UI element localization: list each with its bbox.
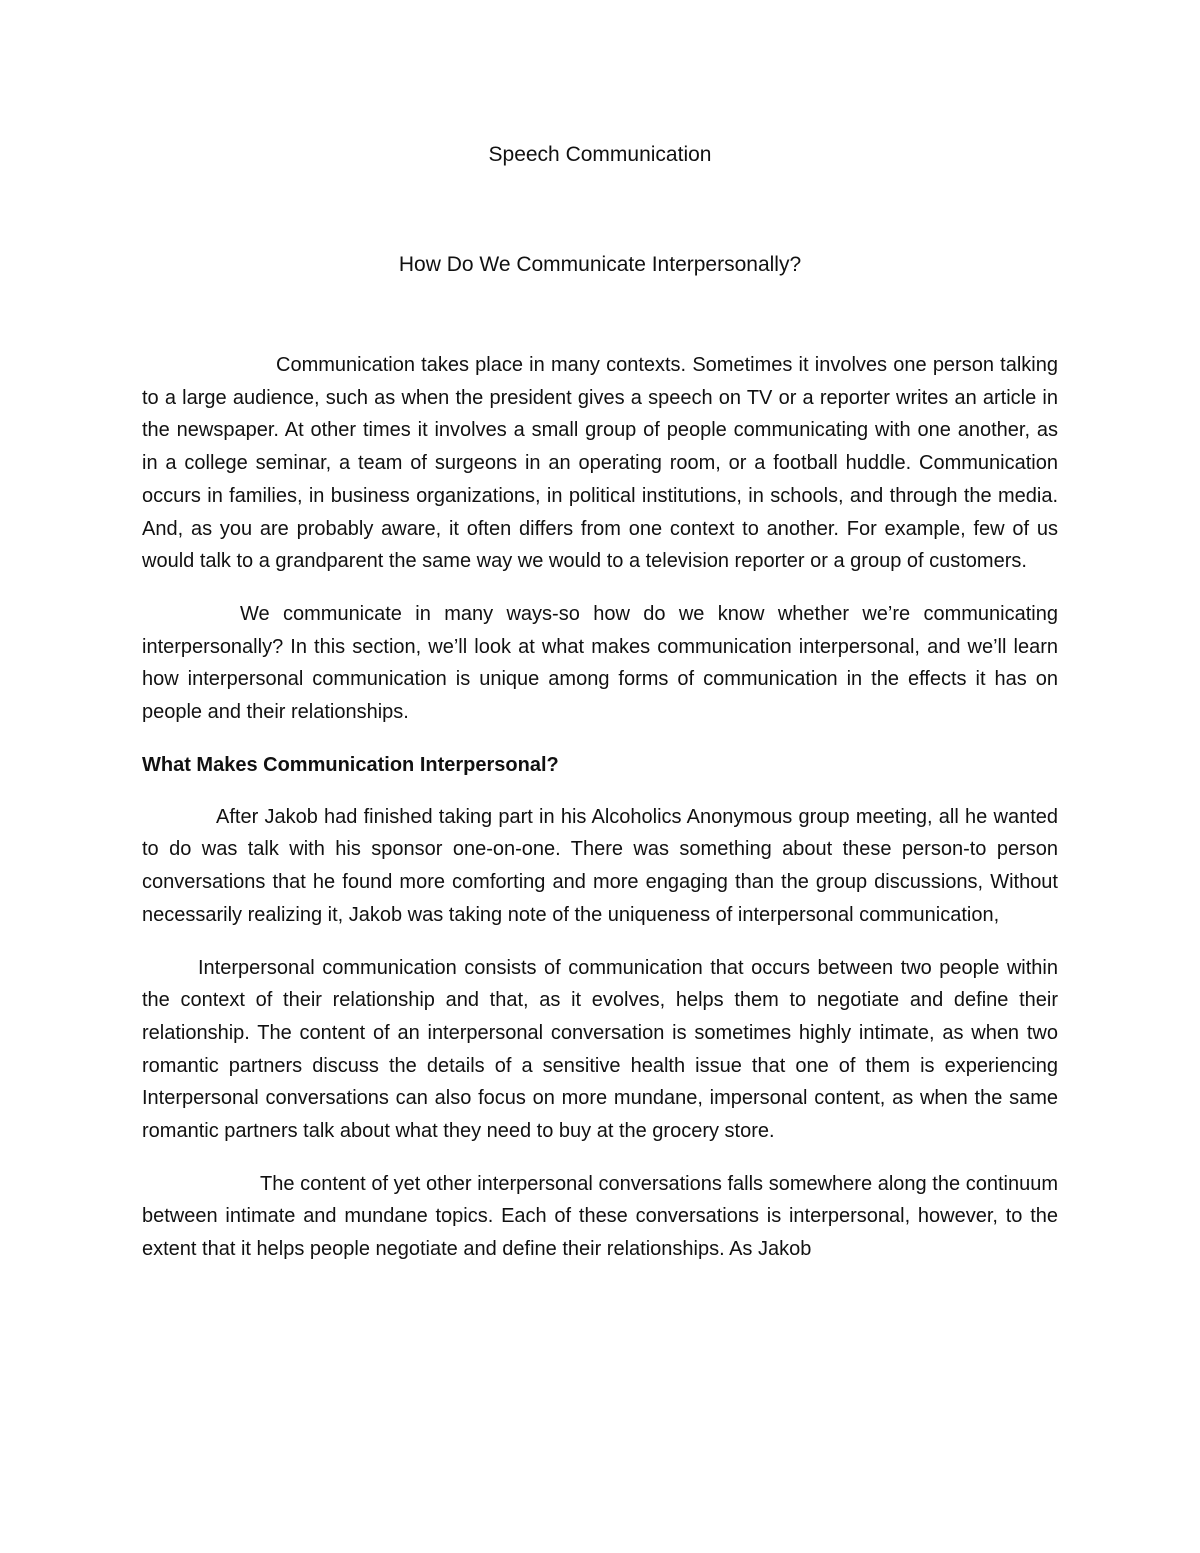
document-body xyxy=(142,349,1058,1286)
document-subtitle: How Do We Communicate Interpersonally? xyxy=(398,253,802,276)
paragraph-4: Interpersonal communication consists of communication that occurs between two people within the context of their relationship and that, as it evolves, helps them to negotiate and define their relationship. The content of an interpersonal conversation is sometimes highly intimate, as when two romantic partners discuss the details of a sensitive health issue that one of them is experiencing Interpersonal conversations can also focus on more mundane, impersonal content, as when the same romantic partners talk about what they need to buy at the grocery store. xyxy=(142,956,1058,1143)
paragraph-1: Communication takes place in many contexts. Sometimes it involves one person talking to a large audience, such as when the president gives a speech on TV or a reporter writes an article in the newspaper. At other times it involves a small group of people communicating with one another, as in a college seminar, a team of surgeons in an operating room, or a football huddle. Communication occurs in families, in business organizations, in political institutions, in schools, and through the media. And, as you are probably aware, it often differs from one context to another. For example, few of us would talk to a grandparent the same way we would to a television reporter or a group of customers. xyxy=(142,354,1058,573)
paragraph-2: We communicate in many ways-so how do we know whether we’re communicating interpersonally? In this section, we’ll look at what makes communication interpersonal, and we’ll learn how interpersonal communication is unique among forms of communication in the effects it has on people and their relationships. xyxy=(142,602,1058,724)
paragraph-5: The content of yet other interpersonal conversations falls somewhere along the continuum between intimate and mundane topics. Each of these conversations is interpersonal, however, to the extent that it helps people negotiate and define their relationships. As Jakob xyxy=(142,1172,1058,1261)
document-title: Speech Communication xyxy=(488,143,712,166)
paragraph-3: After Jakob had finished taking part in his Alcoholics Anonymous group meeting, all he wanted to do was talk with his sponsor one-on-one. There was something about these person-to person conversations that he found more comforting and more engaging than the group discussions, Without necessarily realizing it, Jakob was taking note of the uniqueness of interpersonal communication, xyxy=(142,805,1058,926)
section-heading: What Makes Communication Interpersonal? xyxy=(142,753,559,776)
